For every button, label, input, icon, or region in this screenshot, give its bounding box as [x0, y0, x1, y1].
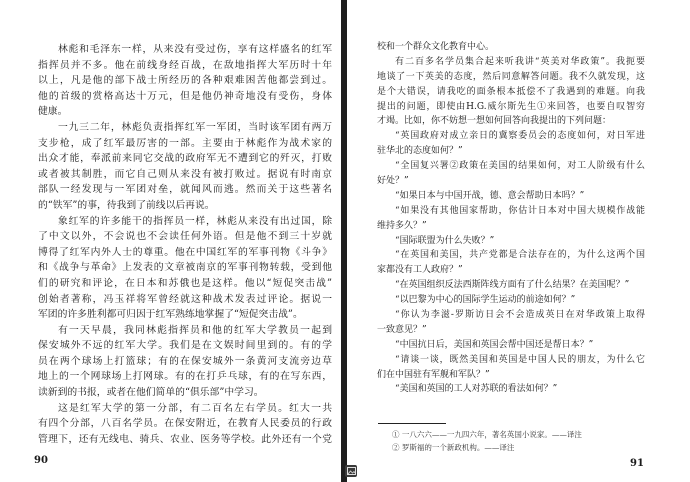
footnote-1: ① 一八六六——一九四六年，著名英国小说家。——译注 [392, 430, 582, 439]
text-line: 部队一经发现与一军团对垒，就闻风而逃。然而关于这些著名 [38, 184, 332, 196]
text-line: 创始者著称，冯玉祥将军曾经就这种战术发表过评论。据说一 [38, 293, 332, 305]
text-line: 们的研究和评论，在日本和苏俄也是这样。他以“短促突击战” [38, 277, 332, 289]
text-line: “如果没有其他国家帮助，你估计日本对中国大规模作战能 [395, 205, 645, 216]
text-line: 管理下，还有无线电、骑兵、农业、医务等学校。此外还有一个党 [38, 433, 332, 445]
text-line: 地谈了一下英美的态度，然后同意解答问题。我不久就发现，这 [377, 71, 645, 82]
text-line: 才竭。比如，你不妨想一想如何回答向我提出的下列问题： [377, 116, 612, 127]
text-line: 们在中国驻有军舰和军队？” [377, 369, 490, 380]
text-line: 了中文以外，不会说也不会读任何外语。但是他不到三十岁就 [38, 231, 332, 243]
text-line: 读新到的书报，或者在他们简单的“俱乐部”中学习。 [38, 387, 264, 399]
text-line: 有一天早晨，我同林彪指挥员和他的红军大学教员一起到 [58, 324, 332, 336]
text-line: 驻华北的态度如何？” [377, 146, 463, 157]
text-line: “美国和英国的工人对苏联的看法如何？” [395, 384, 558, 395]
text-line: 博得了红军内外人士的尊重。他在中国红军的军事刊物《斗争》 [38, 246, 332, 258]
text-line: 的“铁军”的事，待我到了前线以后再说。 [38, 199, 215, 211]
text-line: “在英国和美国，共产党都是合法存在的，为什么这两个国 [395, 250, 645, 261]
text-line: 象红军的许多能干的指挥员一样，林彪从来没有出过国，除 [58, 215, 332, 227]
text-line: “以巴黎为中心的国际学生运动的前途如何？” [395, 295, 576, 306]
text-line: “英国政府对成立亲日的冀察委员会的态度如何，对日军进 [395, 131, 645, 142]
page-number: 91 [630, 458, 644, 469]
text-line: 有二百多名学员集合起来听我讲“英美对华政策”。我扼要 [395, 56, 645, 67]
right-page [347, 0, 690, 482]
text-line: “中国抗日后，美国和英国会帮中国还是帮日本？” [395, 339, 594, 350]
text-line: 或者被其制胜，而它自己则从来没有被打败过。据说有时南京 [38, 168, 332, 180]
text-line: 林彪和毛泽东一样，从来没有受过伤，享有这样盛名的红军 [58, 44, 332, 55]
text-line: 他的首级的赏格高达十万元，但是他仍神奇地没有受伤，身体 [38, 90, 332, 102]
text-line: 家都没有工人政府？” [377, 265, 463, 276]
text-line: 是个大错误，请我吃的面条根本抵偿不了我遇到的难题。向我 [377, 86, 645, 97]
text-line: 一九三二年，林彪负责指挥红军一军团，当时该军团有两万 [58, 121, 332, 133]
left-page [0, 0, 341, 482]
text-line: 健康。 [38, 106, 68, 118]
text-line: 和《战争与革命》上发表的文章被南京的军事刊物转载，受到他 [38, 262, 332, 274]
left-page-text [38, 42, 332, 447]
text-line: 以上，凡是他的部下战士所经历的各种艰难困苦他都尝到过。 [38, 75, 332, 87]
text-line: 指挥员并不多。他在前线身经百战，在敌地指挥大军历时十年 [38, 59, 332, 71]
text-line: 员在两个球场上打篮球；有的在保安城外一条黄河支流旁边草 [38, 355, 332, 367]
text-line: 军团的许多胜利都可归因于红军熟练地掌握了“短促突击战”。 [38, 309, 303, 321]
text-line: 有四个分部，八百名学员。在保安附近，在教育人民委员的行政 [38, 418, 332, 430]
text-line: “如果日本与中国开战，德、意会帮助日本吗？” [395, 190, 585, 201]
page-number: 90 [34, 455, 48, 466]
text-line: “全国复兴署②政策在美国的结果如何，对工人阶级有什么 [395, 161, 645, 172]
text-line: 地上的一个网球场上打网球。有的在打乒乓球，有的在写东西， [38, 371, 332, 383]
text-line: 支步枪，成了红军最厉害的一部。主要由于林彪作为战术家的 [38, 137, 332, 149]
right-page-text [377, 40, 645, 397]
text-line: 保安城外不远的红军大学。我们是在文娱时间里到的。有的学 [38, 340, 332, 352]
text-line: “国际联盟为什么失败？” [395, 235, 495, 246]
text-line: 校和一个群众文化教育中心。 [377, 42, 495, 52]
text-line: 这是红军大学的第一分部，有二百名左右学员。红大一共 [58, 402, 332, 414]
text-line: 提出的问题，即使由H.G.威尔斯先生①来回答，也要自叹智穷 [377, 101, 645, 112]
text-line: 出众才能，奉派前来同它交战的政府军无不遭到它的歼灭，打败 [38, 153, 332, 165]
text-line: 维持多久？” [377, 220, 427, 231]
text-line: 好处？” [377, 176, 409, 187]
text-line: “你认为李滋-罗斯访日会不会造成英日在对华政策上取得 [395, 310, 645, 321]
text-line: “请谈一谈，既然美国和英国是中国人民的朋友，为什么它 [395, 354, 645, 365]
footnote-2: ② 罗斯福的一个新政机构。——译注 [392, 443, 515, 452]
text-line: 一致意见？” [377, 324, 427, 335]
footnote-rule [378, 423, 446, 424]
image-icon[interactable] [345, 465, 357, 477]
text-line: “在英国组织反法西斯阵线方面有了什么结果？在美国呢？” [395, 280, 630, 291]
